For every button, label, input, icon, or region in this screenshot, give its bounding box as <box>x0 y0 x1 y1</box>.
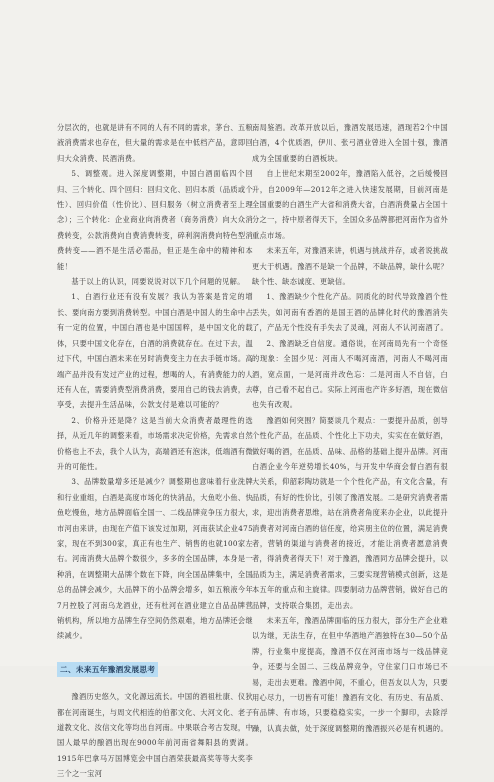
left-paragraphs-after <box>57 689 253 781</box>
paragraph: 5、调整观。进入深度调整期，中国白酒面临四个回归、三个转化、四个回归：回归文化、回归本质（品质或个性）、回归价值（性价比）、回归服务（树立消费者至上理念）；三个转化：企业商业向消费者（商务消费）向大众消费转变，公款消费向自费消费转变，碎利润消费向特色型消费转变——酒不是生活必需品，但正是生命中的精神和本能！ <box>57 169 253 271</box>
section-heading-wrap <box>57 652 253 683</box>
right-paragraphs <box>252 120 448 736</box>
paragraph: 自上世纪末期至2002年，豫酒陷入低谷，之后缓慢回升，自2009年—2012年之进入快速发展期，目前河南是全国重要的白酒生产大省和消费大省，白酒消费量占全国十分之一，持中原者得天下，全国众多品牌都把河南作为省外重点市场。 <box>252 169 448 240</box>
paragraph: 豫酒如何突围？简要谈几个观点：一要提升品质，创导个性化产品，在品质、个性化上下功夫，实实在在做好酒，做好喝的酒，在品质、品味、品格的基础上提升品牌。河南白酒企业今年逆势增长40%，与开发中华商会督白酒有很大关系，仰韶彩陶坊就是一个个性化产品，有文化含量，有品质，有好的性价比，引领了豫酒发展。二是研究消费者需求，迎出消费者思维，站在消费者角度来办企业，以此提升消费者对河南白酒的信任度，给宾朋主位的位置，满足消费者，营销的渠道与消费者的接近，才能让消费者愿意消费者，得消费者得天下！对于豫酒，豫酒同方品牌会提升，以品质为主，满足消费者需求，三要实现营销模式创新，这是本五年的重点和主旋律。四要制动力品牌营销，做好自己的品牌，支持联合集团，走出去。 <box>252 415 448 610</box>
paragraph: 1、豫酒缺少个性化产品。同质化的时代导致豫酒个性丢失，如河南有香酒的是国王酒的品牌化时代的豫酒消失了，产品无个性没有手失去了灵魂，河南人不认河南酒了。 <box>252 292 448 333</box>
paragraph: 豫酒历史悠久，文化源远流长。中国的酒祖杜康、仪狄都在河南诞生，与周文代相连的伯都文化、大河文化、老子道教文化、汝信文化等均出自河南。中果联合考古发现，中国人最早的酿酒出现在9000年前河南省舞阳县的贾湖。1915年巴拿马万国博览会中国白酒荣获最高奖等等大奖李三个之一宝河 <box>57 692 253 779</box>
section-heading: 二、未来五年豫酒发展思考 <box>57 662 158 677</box>
left-paragraphs-before <box>57 120 253 644</box>
right-column <box>252 120 448 736</box>
paragraph: 2、豫酒缺乏自信度。通俗说，在河南局先有一个奇怪的现象：全国少见：河南人不喝河南酒，河南人不喝河南酒，宽点面，一是河南并改色忘：二是河南人不自信，白尊，自己看不起自己。实际上河南也产许多好酒，现在微信也失有改观。 <box>252 338 448 410</box>
paragraph: 2、价格升还是降？这是当前大众消费者最理性的选择，从近几年的调整来看，市场需求决定价格，先需求自然价格也上不去，我个人认为，高端酒还有泡沫，低端酒有微升的可能性。 <box>57 415 253 471</box>
left-column <box>57 120 253 782</box>
paragraph: 3、品牌数量增多还是减少？调整期也意味着行业洗牌和行业重组，白酒是高度市场化的快消品，大鱼吃小鱼、快鱼吃慢鱼，地方品牌面临全国一、二线品牌竞争压力很大，市河由来讲，由现在产值下该发过加期，河南获试企业475家，现在不到300家，真正有也生产、销售的也就100家左右。河南消费大品牌个数很少，多多的全国品牌，本身是一种消，在调整期大品牌个数在下降，向全国品牌集中，全国总的品牌会减少，大品牌下的小品牌会增多，如五粮液今年7月控股了河南乌龙酒业，还有杜河在酒业建立自品品牌营销机构，所以地方品牌生存空间仍然艰难，地方品牌还会继续减少。 <box>57 477 253 641</box>
paragraph: 未来五年，对豫酒来讲，机遇与挑战并存，或者说挑战更大于机遇。豫酒不是缺一个品牌，不缺品牌，缺什么呢？缺个性、缺态诚度、更缺信。 <box>252 246 448 287</box>
paragraph: 1、白酒行业还有没有发展？我认为答案是肯定的增长、要向南方要到消费转型。中国白酒是中国人的生命中占有一定的位置，中国白酒也是中国国粹，是中国文化的载体，只要中国文化存在，白酒的消费就存在。在过下去，温过下代，中国白酒未来在另时消费变主力在去手链市场。高端产品并没有发过产业的过程，想喝的人，有消费能力的人还有人在，需要消费型消费消费，要用自己的钱去消费，去享受，去提升生活品味，公款支付是难以可能的？ <box>57 292 253 410</box>
paragraph: 未来五年，豫酒品牌面临的压力很大，部分生产企业难以为继，无法生存，在但中华酒地产酒独特在30—50个品牌，行业集中度提高，豫酒不仅在河南市场与一线品牌竞争，还要与全国二、三线品牌竞争，守住家门口市场已不易，走出去更难。豫酒中间，不重心，但吾友以人为，只要用心尽力，一切皆有可能！豫酒有文化、有历史、有品质、有品牌、有市场，只要稳稳实实，一步一个脚印，去除浮躁，认真去做，处于深度调整期的豫酒振兴必是有机遇的。 <box>252 616 448 733</box>
paragraph: 基于以上的认识，同要说说对以下几个问题的见解。 <box>71 277 245 287</box>
paragraph: 南局鉴酒。改革开放以后，豫酒发展迅速，酒现若2个中国白酒，4个优质酒，伊川、张弓酒业曾进入全国十强，豫酒成为全国重要的白酒板块。 <box>252 123 448 163</box>
paragraph: 分层次的，也就是讲有不同的人有不同的需求，茅台、五粮液消费需求也存在，但大量的需求是在中低档产品，意即回归大众消费、民酒消费。 <box>57 123 253 163</box>
